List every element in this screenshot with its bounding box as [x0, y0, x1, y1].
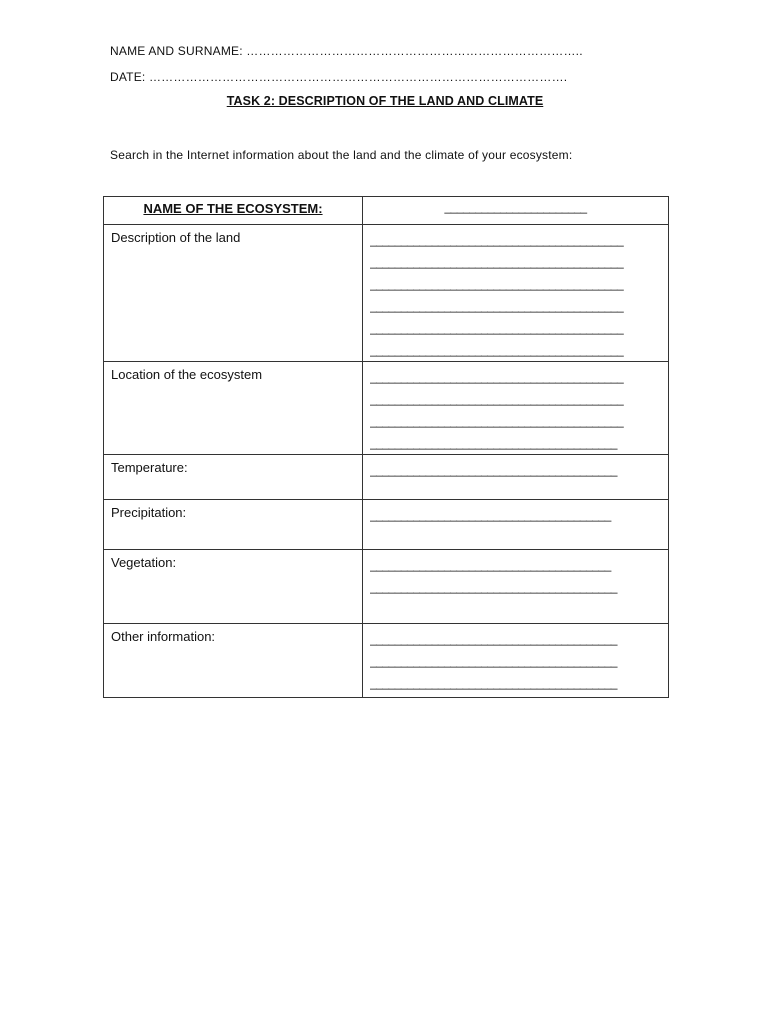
row-label-precipitation: Precipitation: — [104, 500, 363, 550]
table-row — [104, 225, 669, 362]
answer-line: _________________________________________ — [370, 321, 624, 335]
ecosystem-name-blank: _______________________ — [444, 200, 587, 214]
row-label-location: Location of the ecosystem — [104, 362, 363, 455]
answer-line: _________________________________________ — [370, 343, 624, 357]
answer-line: _________________________________________ — [370, 233, 624, 247]
answer-line: ________________________________________ — [370, 463, 617, 477]
answer-line: _________________________________________ — [370, 255, 624, 269]
date-field[interactable]: DATE: …………………………………………………………………………………………. — [110, 70, 568, 84]
answer-line: ________________________________________ — [370, 436, 617, 450]
other-information-answer-field[interactable] — [363, 624, 669, 698]
row-label-description: Description of the land — [104, 225, 363, 362]
table-row — [104, 362, 669, 455]
table-row — [104, 455, 669, 500]
answer-line: _________________________________________ — [370, 370, 624, 384]
description-answer-field[interactable] — [363, 225, 669, 362]
row-label-other-information: Other information: — [104, 624, 363, 698]
precipitation-answer-field[interactable] — [363, 500, 669, 550]
ecosystem-table — [103, 196, 669, 698]
ecosystem-name-label: NAME OF THE ECOSYSTEM: — [104, 197, 363, 225]
name-and-surname-field[interactable]: NAME AND SURNAME: ……………………………………………………………………….. — [110, 44, 583, 58]
answer-line: ________________________________________ — [370, 676, 617, 690]
row-label-vegetation: Vegetation: — [104, 550, 363, 624]
temperature-answer-field[interactable] — [363, 455, 669, 500]
answer-line: _______________________________________ — [370, 508, 611, 522]
answer-line: ________________________________________ — [370, 654, 617, 668]
answer-line: _________________________________________ — [370, 299, 624, 313]
table-row — [104, 550, 669, 624]
table-header-row — [104, 197, 669, 225]
answer-line: _________________________________________ — [370, 392, 624, 406]
answer-line: _________________________________________ — [370, 414, 624, 428]
row-label-temperature: Temperature: — [104, 455, 363, 500]
answer-line: ________________________________________ — [370, 580, 617, 594]
answer-line: ________________________________________ — [370, 632, 617, 646]
table-row — [104, 624, 669, 698]
answer-line: _________________________________________ — [370, 277, 624, 291]
location-answer-field[interactable] — [363, 362, 669, 455]
vegetation-answer-field[interactable] — [363, 550, 669, 624]
task-title: TASK 2: DESCRIPTION OF THE LAND AND CLIMATE — [226, 94, 544, 108]
instruction-text: Search in the Internet information about the land and the climate of your ecosystem: — [110, 148, 573, 162]
answer-line: _______________________________________ — [370, 558, 611, 572]
table-row — [104, 500, 669, 550]
ecosystem-name-field[interactable] — [363, 197, 669, 225]
